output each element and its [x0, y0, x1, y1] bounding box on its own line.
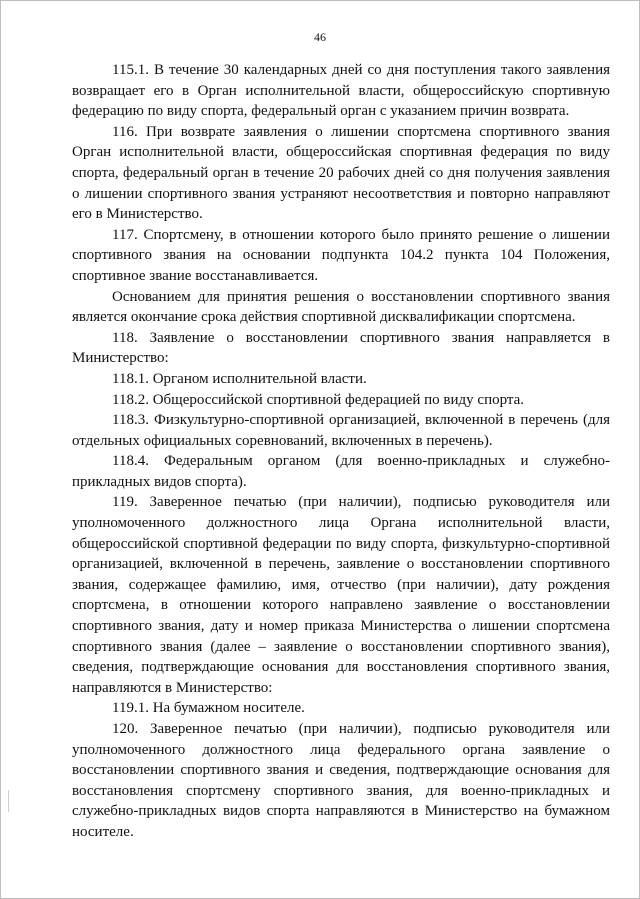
paragraph-117-basis: Основанием для принятия решения о восстановлении спортивного звания является окончание срока действия спортивной дисквалификации спортсмена. [72, 288, 610, 326]
paragraph-118-2: 118.2. Общероссийской спортивной федерацией по виду спорта. [112, 391, 525, 408]
paragraph-116: 116. При возврате заявления о лишении спортсмена спортивного звания Орган исполнительной власти, общероссийская спортивная федерация по виду спорта, федеральный орган в течение 20 рабочих дней со дня получения заявления о лишении спортивного звания устраняют несоответствия и повторно направляют его в Министерство. [72, 123, 610, 223]
paragraph-118-4: 118.4. Федеральным органом (для военно-прикладных и служебно-прикладных видов спорта). [72, 453, 610, 490]
paragraph-118: 118. Заявление о восстановлении спортивного звания направляется в Министерство: [72, 329, 610, 367]
paragraph-118-1: 118.1. Органом исполнительной власти. [112, 370, 367, 387]
paragraph-119-1: 119.1. На бумажном носителе. [112, 700, 305, 717]
paragraph-118-3: 118.3. Физкультурно-спортивной организацией, включенной в перечень (для отдельных официальных соревнований, включенных в перечень). [72, 412, 610, 449]
document-body [72, 60, 610, 843]
page-number: 46 [314, 30, 326, 44]
paragraph-117: 117. Спортсмену, в отношении которого было принято решение о лишении спортивного звания на основании подпункта 104.2 пункта 104 Положения, спортивное звание восстанавливается. [72, 226, 610, 284]
paragraph-120: 120. Заверенное печатью (при наличии), подписью руководителя или уполномоченного должностного лица федерального органа заявление о восстановлении спортивного звания и сведения, подтверждающие основания для восстановления спортсмену спортивного звания, для военно-прикладных и служебно-прикладных видов спорта направляются в Министерство на бумажном носителе. [72, 721, 610, 840]
paragraph-115-1: 115.1. В течение 30 календарных дней со дня поступления такого заявления возвращает его в Орган исполнительной власти, общероссийскую спортивную федерацию по виду спорта, федеральный орган с указанием причин возврата. [72, 62, 610, 120]
margin-mark [8, 790, 9, 812]
paragraph-119: 119. Заверенное печатью (при наличии), подписью руководителя или уполномоченного должностного лица Органа исполнительной власти, общероссийской спортивной федерации по виду спорта, физкультурно-спортивной организацией, включенной в перечень, заявление о восстановлении спортивного звания, содержащее фамилию, имя, отчество (при наличии), дату рождения спортсмена, в отношении которого направлено заявление о восстановлении спортивного звания, дату и номер приказа Министерства о лишении спортсмена спортивного звания (далее – заявление о восстановлении спортивного звания), сведения, подтверждающие основания для восстановления спортивного звания, направляются в Министерство: [72, 494, 610, 696]
